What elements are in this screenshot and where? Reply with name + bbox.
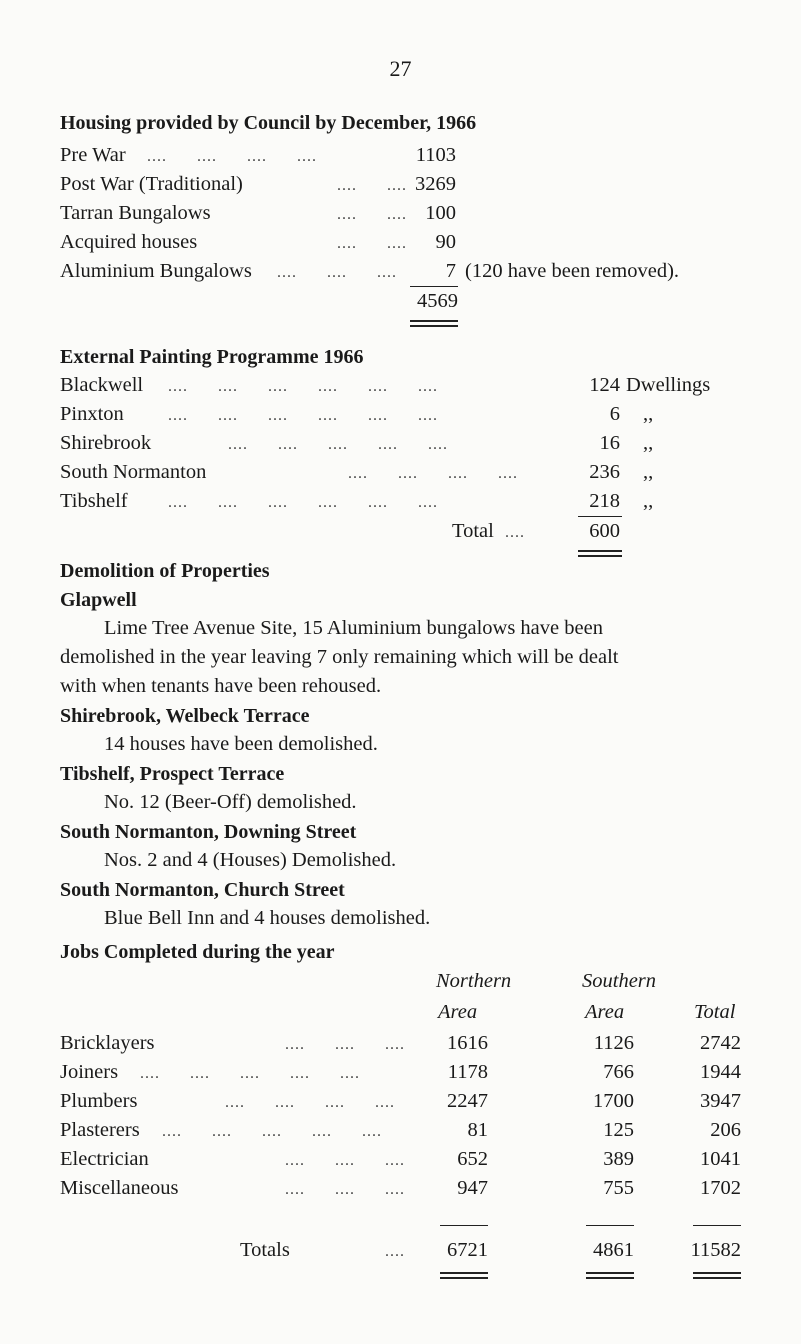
housing-label: Tarran Bungalows xyxy=(60,202,211,224)
leader-dots: .... .... .... .... .... xyxy=(228,436,448,453)
jobs-southern: 1700 xyxy=(593,1090,634,1112)
col-header-northern: Northern xyxy=(436,970,512,992)
painting-label: Tibshelf xyxy=(60,490,128,512)
housing-label: Post War (Traditional) xyxy=(60,173,243,195)
jobs-heading: Jobs Completed during the year xyxy=(60,941,335,963)
painting-total-label: Total xyxy=(452,520,494,542)
jobs-southern: 1126 xyxy=(593,1032,634,1054)
sum-rule xyxy=(586,1225,634,1226)
leader-dots: .... .... .... xyxy=(277,264,397,281)
housing-value: 7 xyxy=(445,260,456,282)
demolition-text: Blue Bell Inn and 4 houses demolished. xyxy=(104,907,431,929)
leader-dots: .... .... .... .... xyxy=(147,148,317,165)
jobs-label: Bricklayers xyxy=(60,1032,155,1054)
jobs-northern: 2247 xyxy=(447,1090,488,1112)
demolition-subheading: Tibshelf, Prospect Terrace xyxy=(60,763,285,785)
demolition-text: No. 12 (Beer-Off) demolished. xyxy=(104,791,357,813)
jobs-total: 2742 xyxy=(700,1032,741,1054)
jobs-total: 1041 xyxy=(700,1148,741,1170)
painting-value: 6 xyxy=(609,403,620,425)
jobs-southern: 389 xyxy=(603,1148,634,1170)
demolition-text: Lime Tree Avenue Site, 15 Aluminium bungalows have been xyxy=(104,617,603,639)
demolition-text: demolished in the year leaving 7 only remaining which will be dealt xyxy=(60,646,619,668)
jobs-totals-total: 11582 xyxy=(690,1239,741,1261)
leader-dots: .... .... .... .... .... .... xyxy=(168,494,438,511)
sum-rule xyxy=(693,1225,741,1226)
leader-dots: .... .... .... .... xyxy=(225,1094,395,1111)
painting-unit: ,, xyxy=(643,432,654,454)
demolition-subheading: South Normanton, Downing Street xyxy=(60,821,357,843)
leader-dots: .... .... .... .... .... .... xyxy=(168,378,438,395)
jobs-total: 1944 xyxy=(700,1061,741,1083)
painting-value: 218 xyxy=(589,490,620,512)
housing-value: 100 xyxy=(425,202,456,224)
painting-value: 16 xyxy=(599,432,620,454)
leader-dots: .... .... .... xyxy=(285,1152,405,1169)
leader-dots: .... .... xyxy=(337,235,407,252)
jobs-label: Electrician xyxy=(60,1148,149,1170)
jobs-total: 1702 xyxy=(700,1177,741,1199)
double-rule xyxy=(693,1272,741,1279)
jobs-total: 206 xyxy=(710,1119,741,1141)
painting-label: Pinxton xyxy=(60,403,124,425)
jobs-totals-northern: 6721 xyxy=(447,1239,488,1261)
painting-value: 236 xyxy=(589,461,620,483)
painting-label: South Normanton xyxy=(60,461,207,483)
page-number: 27 xyxy=(389,56,412,81)
painting-label: Blackwell xyxy=(60,374,144,396)
demolition-text: with when tenants have been rehoused. xyxy=(60,675,382,697)
jobs-northern: 652 xyxy=(457,1148,488,1170)
painting-total: 600 xyxy=(589,520,620,542)
leader-dots: .... .... .... .... xyxy=(348,465,518,482)
housing-total: 4569 xyxy=(417,290,458,312)
sum-rule xyxy=(578,516,622,517)
jobs-label: Joiners xyxy=(60,1061,119,1083)
painting-unit: Dwellings xyxy=(626,374,711,396)
painting-value: 124 xyxy=(589,374,620,396)
sum-rule xyxy=(410,286,458,287)
painting-label: Shirebrook xyxy=(60,432,152,454)
painting-unit: ,, xyxy=(643,403,654,425)
double-rule xyxy=(410,320,458,327)
leader-dots: .... xyxy=(505,524,525,541)
leader-dots: .... .... .... .... .... xyxy=(162,1123,382,1140)
jobs-southern: 755 xyxy=(603,1177,634,1199)
col-header-total: Total xyxy=(694,1001,736,1023)
double-rule xyxy=(578,550,622,557)
demolition-text: 14 houses have been demolished. xyxy=(104,733,378,755)
col-header-southern: Southern xyxy=(582,970,657,992)
demolition-text: Nos. 2 and 4 (Houses) Demolished. xyxy=(104,849,397,871)
jobs-northern: 947 xyxy=(457,1177,488,1199)
jobs-label: Miscellaneous xyxy=(60,1177,179,1199)
leader-dots: .... .... .... xyxy=(285,1036,405,1053)
col-header-area: Area xyxy=(438,1001,478,1023)
painting-unit: ,, xyxy=(643,490,654,512)
double-rule xyxy=(586,1272,634,1279)
leader-dots: .... .... xyxy=(337,177,407,194)
housing-value: 90 xyxy=(435,231,456,253)
jobs-label: Plasterers xyxy=(60,1119,140,1141)
sum-rule xyxy=(440,1225,488,1226)
painting-heading: External Painting Programme 1966 xyxy=(60,346,364,368)
leader-dots: .... .... .... .... .... xyxy=(140,1065,360,1082)
demolition-subheading: Shirebrook, Welbeck Terrace xyxy=(60,705,310,727)
jobs-northern: 1616 xyxy=(447,1032,488,1054)
col-header-area: Area xyxy=(585,1001,625,1023)
housing-heading: Housing provided by Council by December, 1966 xyxy=(60,112,477,134)
demolition-subheading: South Normanton, Church Street xyxy=(60,879,345,901)
painting-unit: ,, xyxy=(643,461,654,483)
jobs-totals-southern: 4861 xyxy=(593,1239,634,1261)
jobs-southern: 125 xyxy=(603,1119,634,1141)
jobs-northern: 1178 xyxy=(447,1061,488,1083)
housing-label: Acquired houses xyxy=(60,231,198,253)
jobs-total: 3947 xyxy=(700,1090,741,1112)
jobs-northern: 81 xyxy=(467,1119,488,1141)
jobs-totals-label: Totals xyxy=(240,1239,290,1261)
housing-label: Pre War xyxy=(60,144,126,166)
jobs-southern: 766 xyxy=(603,1061,634,1083)
jobs-label: Plumbers xyxy=(60,1090,138,1112)
leader-dots: .... .... .... .... .... .... xyxy=(168,407,438,424)
leader-dots: .... xyxy=(385,1243,405,1260)
housing-value: 3269 xyxy=(415,173,456,195)
housing-note: (120 have been removed). xyxy=(465,260,680,282)
leader-dots: .... .... .... xyxy=(285,1181,405,1198)
demolition-subheading: Glapwell xyxy=(60,589,137,611)
double-rule xyxy=(440,1272,488,1279)
housing-value: 1103 xyxy=(415,144,456,166)
housing-label: Aluminium Bungalows xyxy=(60,260,252,282)
demolition-heading: Demolition of Properties xyxy=(60,560,270,582)
leader-dots: .... .... xyxy=(337,206,407,223)
